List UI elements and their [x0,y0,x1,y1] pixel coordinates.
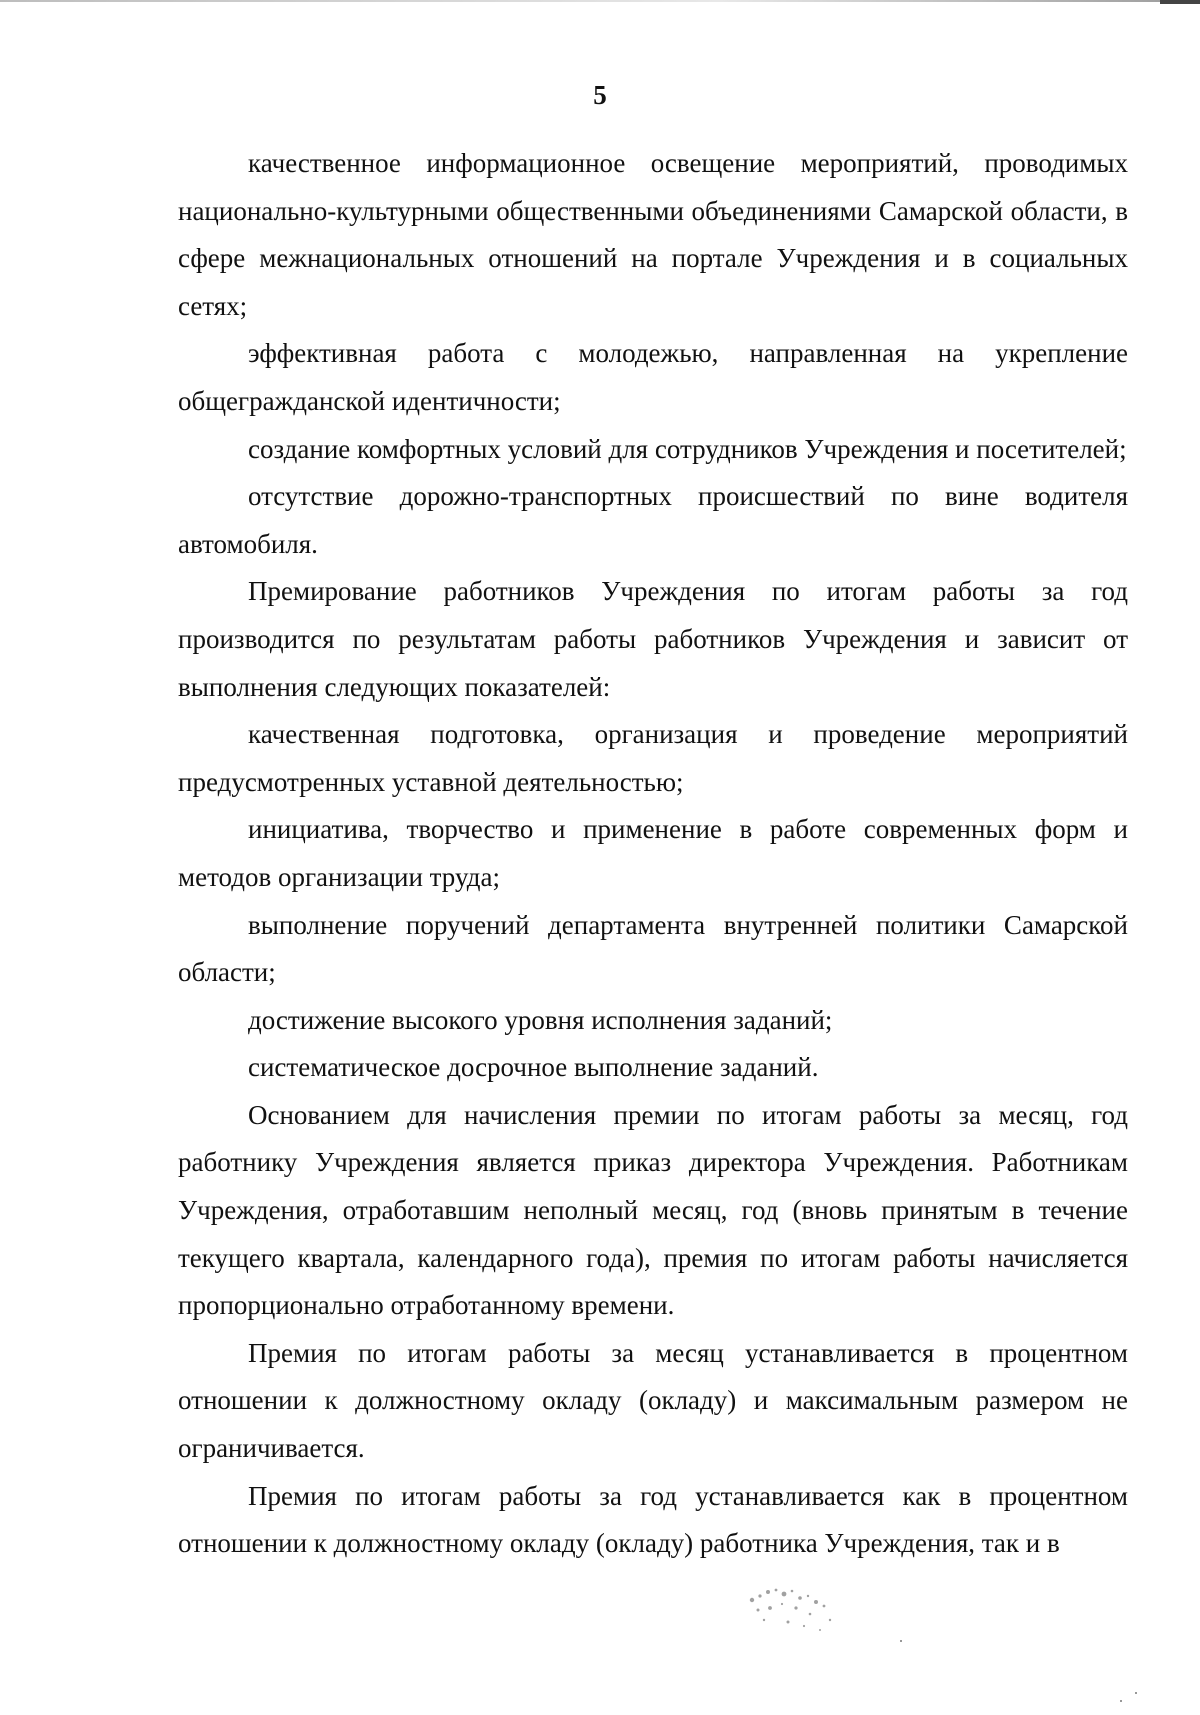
paragraph: отсутствие дорожно-транспортных происшествий по вине водителя автомобиля. [178,481,1128,559]
paragraph: эффективная работа с молодежью, направленная на укрепление общегражданской идентичности; [178,338,1128,416]
scan-dust [1135,1692,1137,1694]
paragraph: создание комфортных условий для сотрудников Учреждения и посетителей; [248,433,1127,464]
scan-dust [1120,1700,1122,1702]
paragraph: выполнение поручений департамента внутренней политики Самарской области; [178,909,1128,988]
paragraph: инициатива, творчество и применение в работе современных форм и методов организации труда; [178,814,1128,892]
scan-edge-mark [1160,0,1200,4]
page-number: 5 [593,80,607,110]
paragraph: Премирование работников Учреждения по итогам работы за год производится по результатам работы работников Учреждения и зависит от выполнения следующих показателей: [178,576,1128,702]
paragraph: систематическое досрочное выполнение заданий. [248,1052,819,1083]
paragraph: Премия по итогам работы за месяц устанавливается в процентном отношении к должностному окладу (окладу) и максимальным размером не ограничивается. [178,1337,1128,1464]
paragraph: Основанием для начисления премии по итогам работы за месяц, год работнику Учреждения является приказ директора Учреждения. Работникам Учреждения, отработавшим неполный месяц, год (вновь принятым в течение текущего квартала, календарного года), премия по итогам работы начисляется пропорционально отработанному времени. [178,1099,1128,1321]
scan-edge-top [0,0,1200,2]
stamp-smudge [740,1570,860,1650]
paragraph: качественная подготовка, организация и проведение мероприятий предусмотренных уставной деятельностью; [178,719,1128,797]
document-body [178,140,1128,1568]
paragraph: Премия по итогам работы за год устанавливается как в процентном отношении к должностному окладу (окладу) работника Учреждения, так и в [178,1480,1128,1559]
scan-dust [900,1640,902,1642]
paragraph: достижение высокого уровня исполнения заданий; [248,1004,833,1035]
paragraph: качественное информационное освещение мероприятий, проводимых национально-культурными общественными объединениями Самарской области, в сфере межнациональных отношений на портале Учреждения и в социальных сетях; [178,148,1128,321]
